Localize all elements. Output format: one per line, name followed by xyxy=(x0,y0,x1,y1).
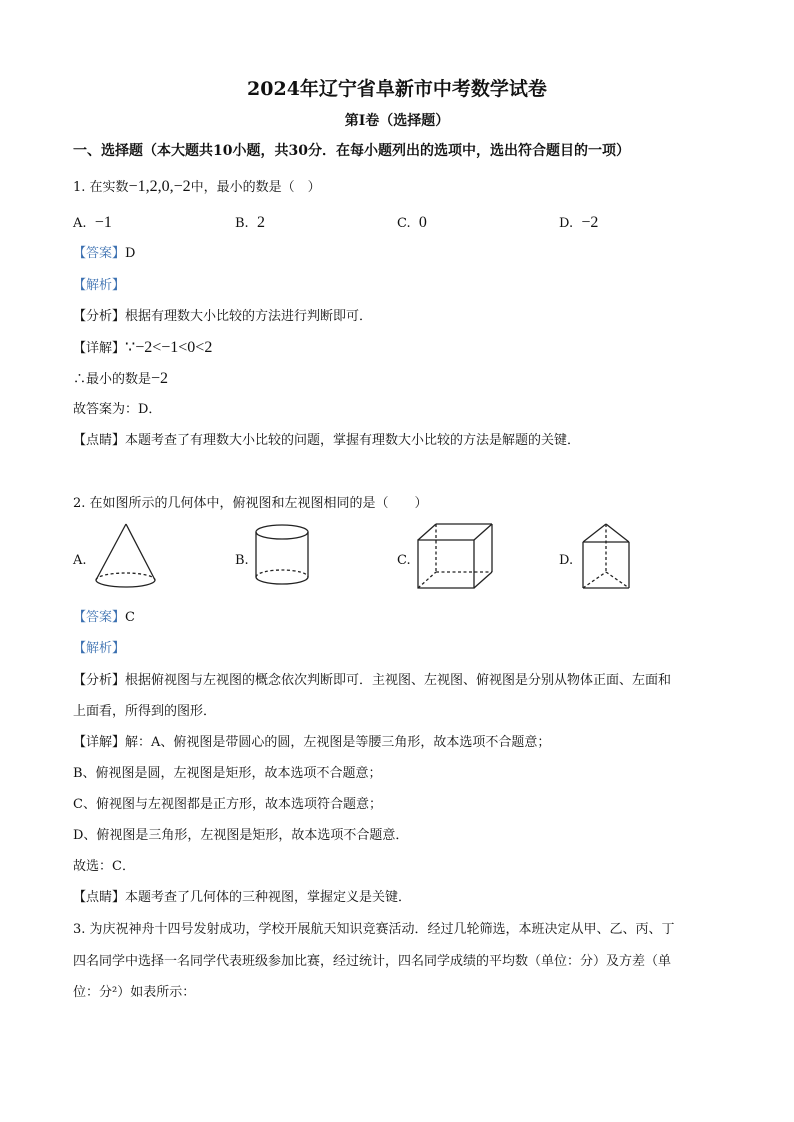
triangular-prism-icon xyxy=(577,520,633,596)
q1-stem-math: −1,2,0,−2 xyxy=(128,178,191,195)
q1-analysis-tag: 【解析】 xyxy=(73,278,126,293)
q1-option-a: A. −1 xyxy=(73,214,112,231)
q3-line1: 3. 为庆祝神舟十四号发射成功，学校开展航天知识竞赛活动．经过几轮筛选，本班决定从甲、乙、丙、丁 xyxy=(73,922,675,937)
q1-option-c: C. 0 xyxy=(397,214,427,231)
q1-answer: 【答案】D xyxy=(73,246,136,261)
q1-final: 故答案为：D． xyxy=(73,402,162,417)
q2-detail-a: 【详解】解：A、俯视图是带圆心的圆，左视图是等腰三角形，故本选项不合题意； xyxy=(73,735,551,750)
q1-conclusion: ∴最小的数是−2 xyxy=(73,370,169,387)
q2-fenxi-line1: 【分析】根据俯视图与左视图的概念依次判断即可．主视图、左视图、俯视图是分别从物体正面、左面和 xyxy=(73,673,672,688)
page-title: 2024年辽宁省阜新市中考数学试卷 xyxy=(247,78,547,100)
cube-icon xyxy=(414,520,496,596)
q1-comment: 【点睛】本题考查了有理数大小比较的问题，掌握有理数大小比较的方法是解题的关键． xyxy=(73,433,581,448)
q2-comment: 【点睛】本题考查了几何体的三种视图，掌握定义是关键． xyxy=(73,890,412,905)
q1-detail: 【详解】∵−2<−1<0<2 xyxy=(73,339,213,356)
q2-fenxi-line2: 上面看，所得到的图形． xyxy=(73,704,217,719)
q2-option-d-label: D. xyxy=(559,553,574,568)
q2-analysis-tag: 【解析】 xyxy=(73,641,126,656)
q2-detail-b: B、俯视图是圆，左视图是矩形，故本选项不合题意； xyxy=(73,766,382,781)
q3-line3: 位：分²）如表所示： xyxy=(73,985,196,1000)
q2-answer: 【答案】C xyxy=(73,610,135,625)
section-heading: 一、选择题（本大题共10小题，共30分．在每小题列出的选项中，选出符合题目的一项） xyxy=(73,143,630,159)
q1-fenxi: 【分析】根据有理数大小比较的方法进行判断即可． xyxy=(73,309,373,324)
q2-stem: 2. 在如图所示的几何体中，俯视图和左视图相同的是（ ） xyxy=(73,496,428,511)
q2-option-b-label: B. xyxy=(235,553,249,568)
q2-option-c-label: C. xyxy=(397,553,411,568)
cylinder-icon xyxy=(252,522,312,594)
q1-option-b: B. 2 xyxy=(235,214,265,231)
q2-option-a-label: A. xyxy=(73,553,87,568)
q1-stem: 1. 在实数−1,2,0,−2中，最小的数是（ ） xyxy=(73,178,321,195)
q2-final: 故选：C． xyxy=(73,859,135,874)
cone-icon xyxy=(90,520,160,594)
q3-line2: 四名同学中选择一名同学代表班级参加比赛，经过统计，四名同学成绩的平均数（单位：分）及方差（单 xyxy=(73,954,672,969)
q2-detail-d: D、俯视图是三角形，左视图是矩形，故本选项不合题意． xyxy=(73,828,409,843)
q1-option-d: D. −2 xyxy=(559,214,599,231)
volume-subtitle: 第Ⅰ卷（选择题） xyxy=(344,113,450,129)
q2-detail-c: C、俯视图与左视图都是正方形，故本选项符合题意； xyxy=(73,797,382,812)
